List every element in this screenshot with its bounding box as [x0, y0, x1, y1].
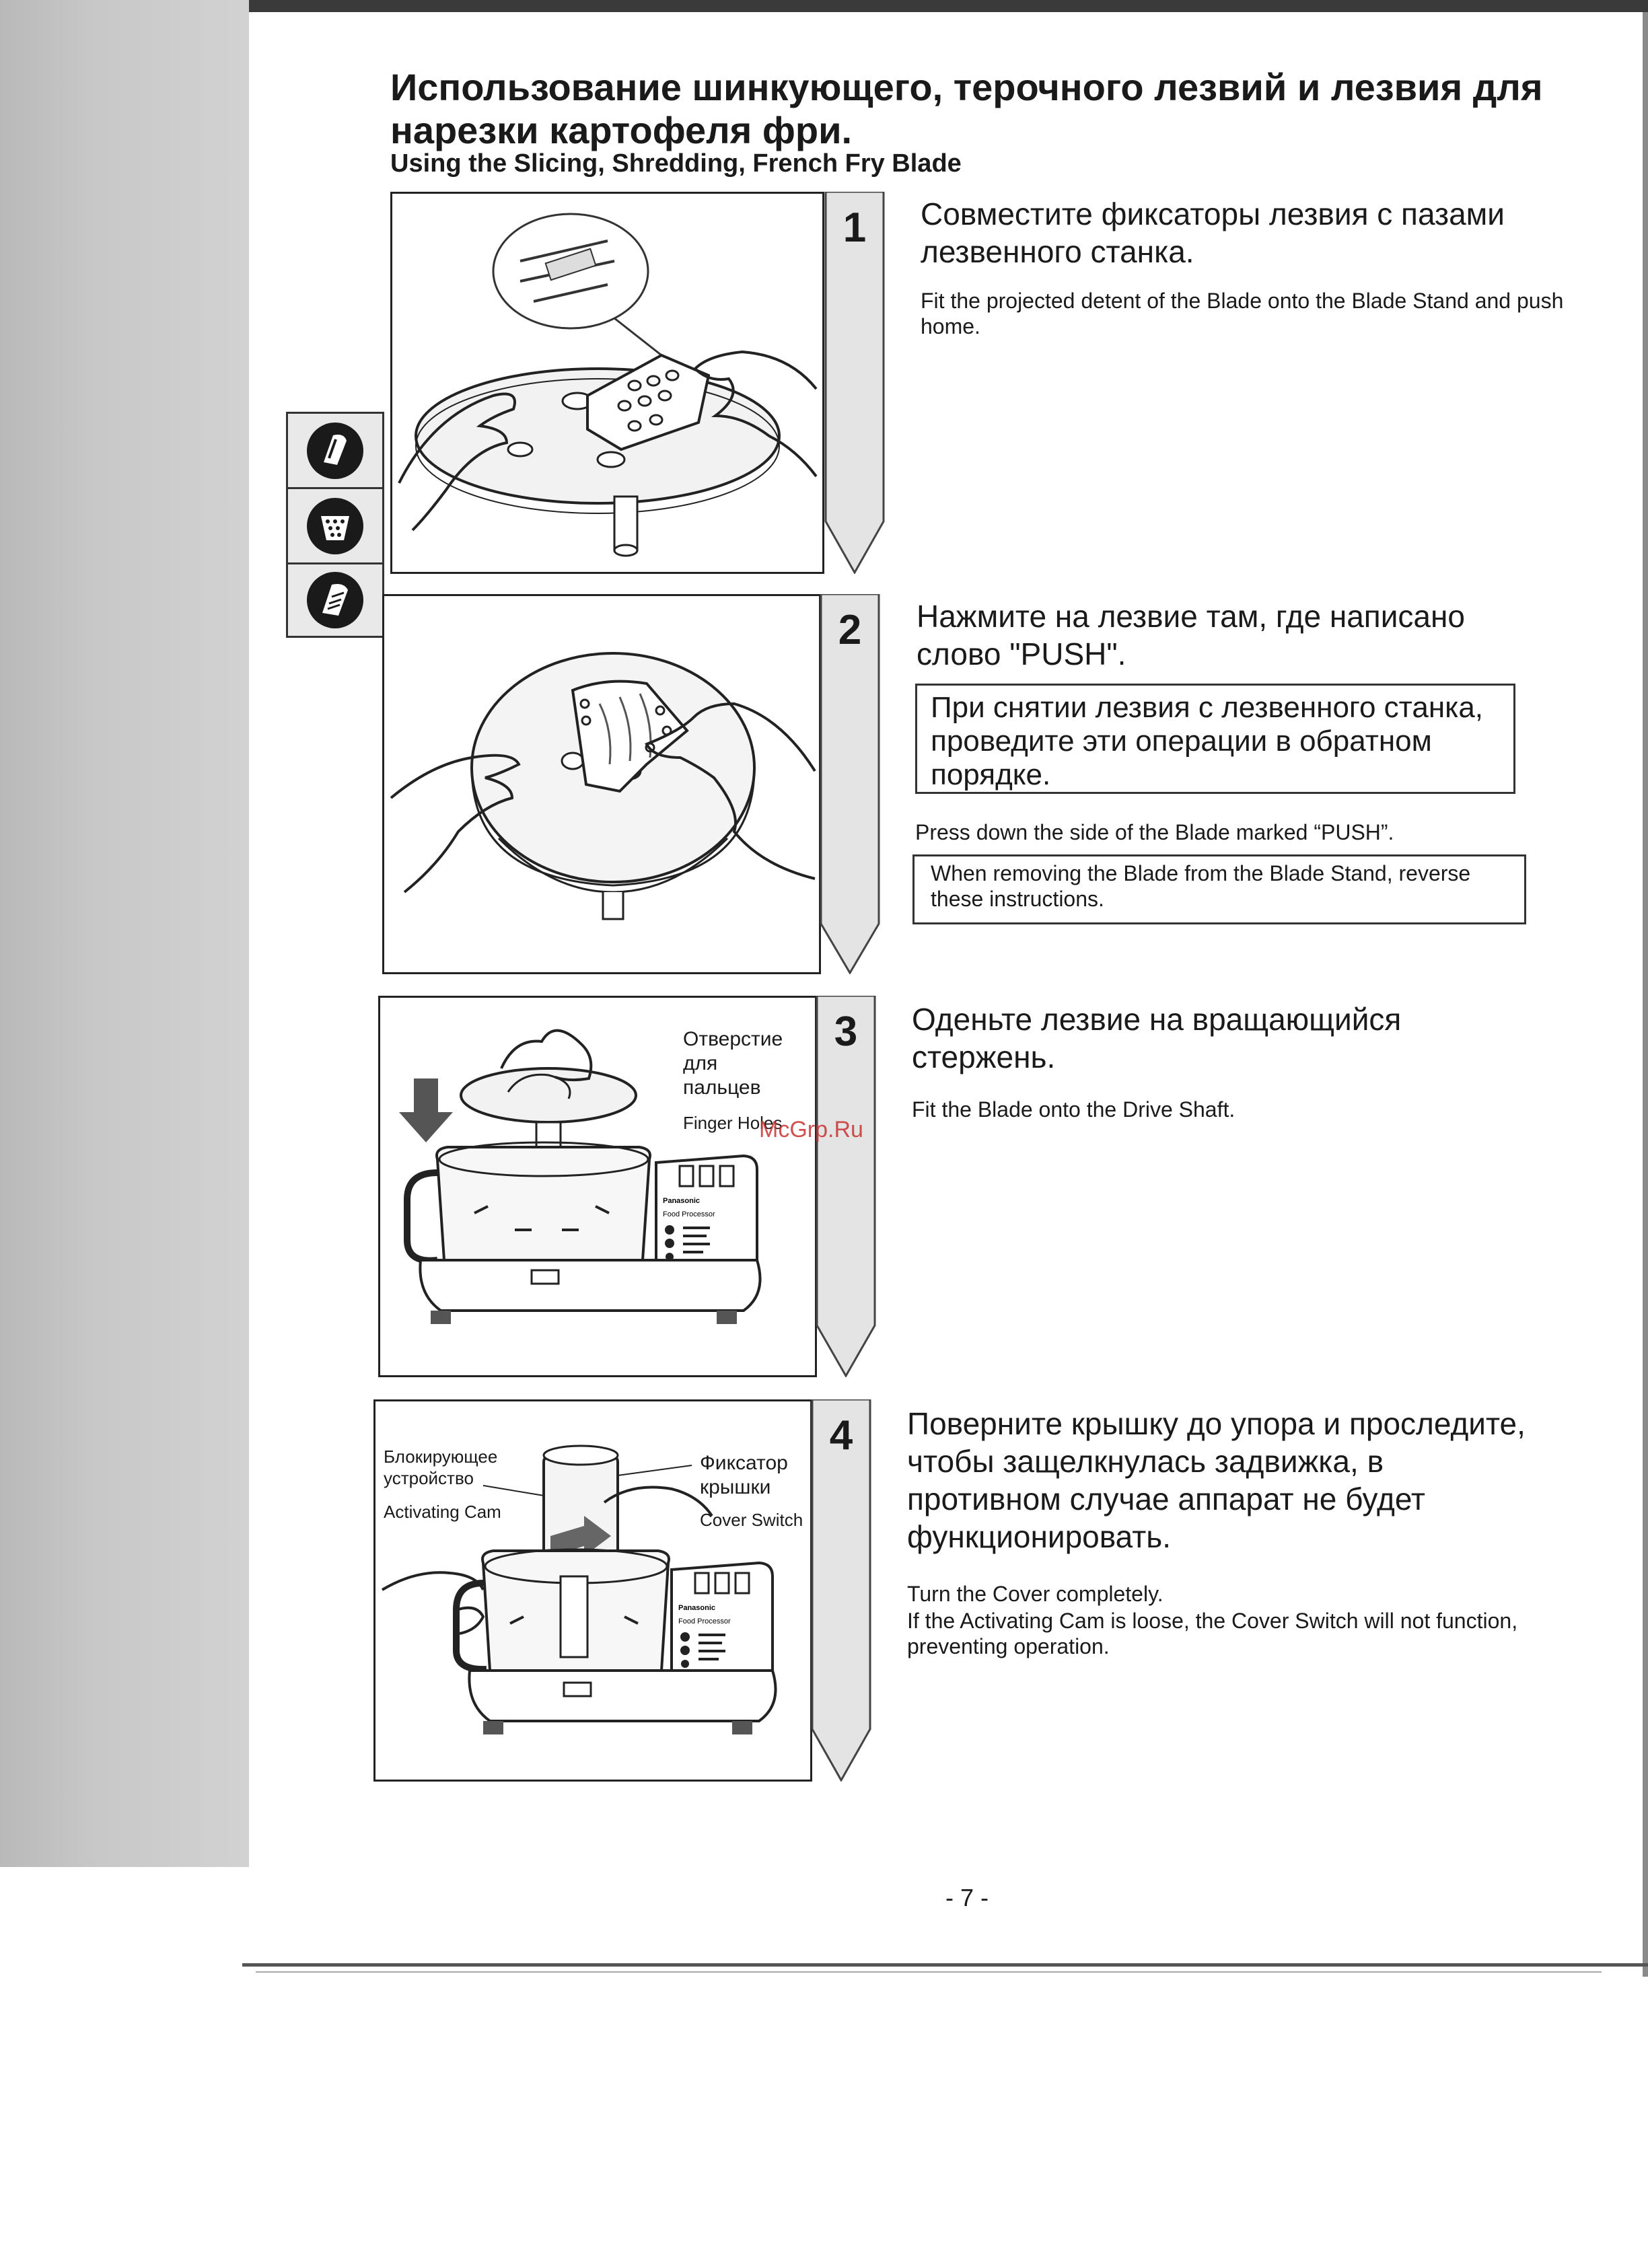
step-4-panel-brand: Panasonic	[678, 1604, 716, 1612]
step-3-callout-en: Finger Holes	[683, 1113, 783, 1133]
step-1-text-en: Fit the projected detent of the Blade onto the Blade Stand and push home.	[921, 289, 1564, 338]
step-4-callout-switch-ru: Фиксатор крышки	[700, 1452, 788, 1498]
step-3-illustration	[378, 996, 817, 1377]
step-3-text-en: Fit the Blade onto the Drive Shaft.	[912, 1097, 1235, 1122]
french-fry-blade-icon	[286, 562, 384, 638]
scan-top-edge	[249, 0, 1648, 12]
step-3-panel-brand: Panasonic	[663, 1197, 701, 1205]
step-2-note-ru: При снятии лезвия с лезвенного станка, проведите эти операции в обратном порядке.	[931, 691, 1484, 791]
step-4-text-ru: Поверните крышку до упора и проследите, чтобы защелкнулась задвижка, в противном случае аппарат не будет функционировать.	[907, 1406, 1526, 1554]
step-3-number: 3	[834, 1009, 858, 1055]
watermark: McGrp.Ru	[759, 1117, 863, 1142]
step-2-number: 2	[838, 607, 862, 653]
page-bottom-edge	[242, 1963, 1648, 1967]
slicing-blade-icon	[286, 412, 384, 487]
step-2-note-en: When removing the Blade from the Blade Stand, reverse these instructions.	[931, 861, 1471, 911]
step-4-callout-cam-ru: Блокирующее устройство	[384, 1447, 498, 1488]
step-1-text-ru: Совместите фиксаторы лезвия с пазами лезвенного станка.	[921, 196, 1505, 269]
scan-shadow	[0, 0, 249, 1867]
step-4-callout-cam-en: Activating Cam	[384, 1502, 501, 1522]
blade-type-icons	[286, 412, 384, 638]
page-bottom-edge-shadow	[256, 1971, 1602, 1973]
step-2-text-en: Press down the side of the Blade marked “PUSH”.	[915, 820, 1394, 844]
step-2-illustration	[382, 594, 821, 974]
step-2-note-ru-box	[915, 684, 1515, 794]
step-1-illustration	[390, 192, 824, 574]
scan-right-edge	[1643, 12, 1648, 1977]
step-1-number: 1	[843, 205, 867, 251]
shredding-blade-icon	[286, 487, 384, 562]
page-number: - 7 -	[945, 1884, 989, 1911]
step-4-text-en-2: If the Activating Cam is loose, the Cover Switch will not function, preventing operation.	[907, 1609, 1518, 1658]
step-2-text-ru: Нажмите на лезвие там, где написано слово "PUSH".	[917, 599, 1465, 671]
page-subtitle: Using the Slicing, Shredding, French Fry Blade	[390, 149, 962, 178]
step-3-text-ru: Оденьте лезвие на вращающийся стержень.	[912, 1002, 1402, 1074]
step-4-illustration	[373, 1399, 812, 1782]
step-2-note-en-box	[912, 854, 1526, 924]
step-4-callout-switch-en: Cover Switch	[700, 1510, 803, 1530]
step-4-panel-label: Food Processor	[678, 1617, 731, 1625]
page-title: Использование шинкующего, терочного лезвий и лезвия для нарезки картофеля фри.	[390, 66, 1543, 151]
step-4-number: 4	[829, 1412, 853, 1459]
step-4-text-en-1: Turn the Cover completely.	[907, 1582, 1163, 1606]
step-3-callout-ru: Отверстие для пальцев	[683, 1028, 783, 1099]
step-3-panel-label: Food Processor	[663, 1210, 715, 1218]
